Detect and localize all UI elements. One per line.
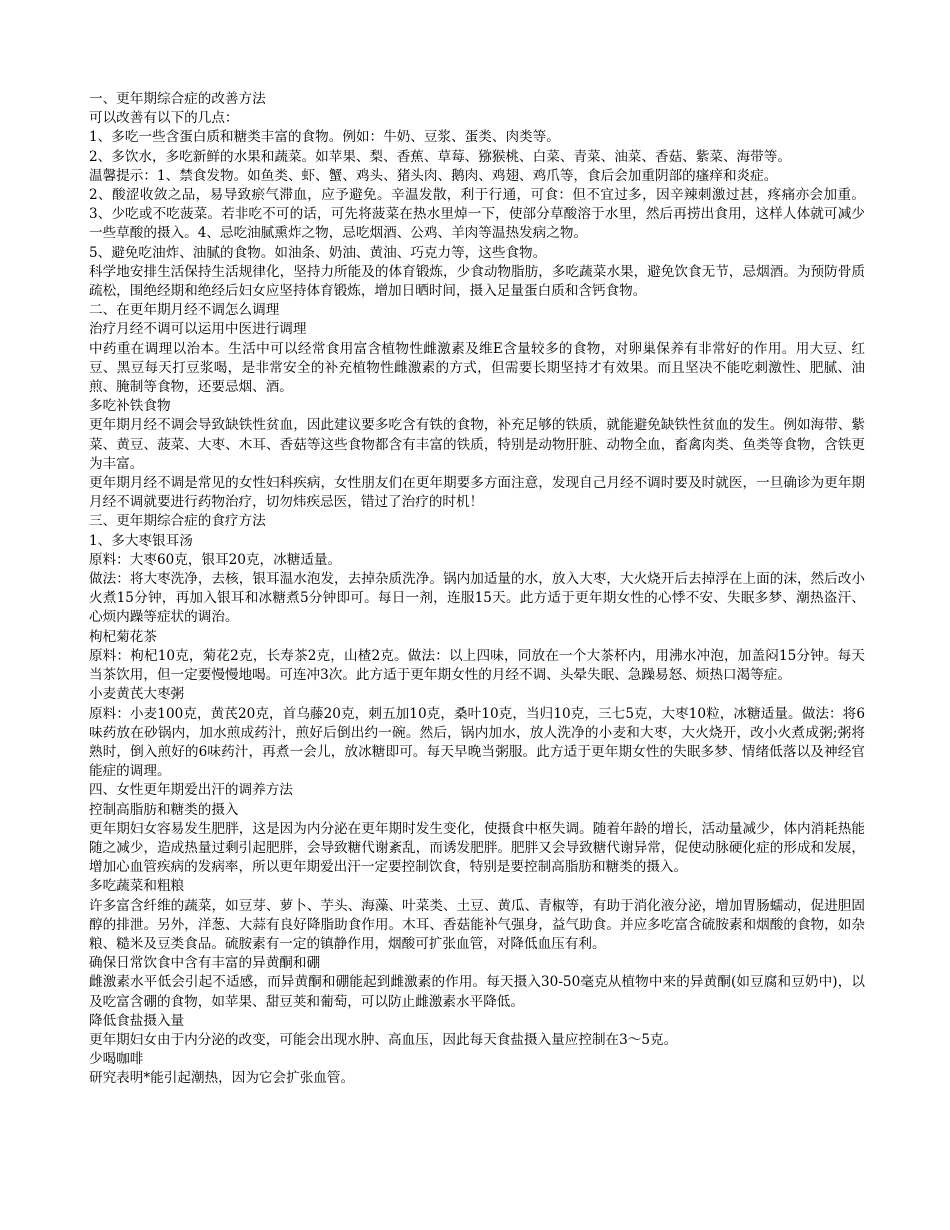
paragraph: 更年期月经不调会导致缺铁性贫血，因此建议要多吃含有铁的食物，补充足够的铁质，就能避免缺铁性贫血的发生。例如海带、紫菜、黄豆、菠菜、大枣、木耳、香菇等这些食物都含有丰富的铁质，特别是动物肝脏、动物全血，畜禽肉类、鱼类等食物，含铁更为丰富。 (89, 417, 865, 472)
paragraph: 原料：小麦100克，黄芪20克，首乌藤20克，刺五加10克，桑叶10克，当归10克，三七5克，大枣10粒，冰糖适量。做法：将6味药放在砂锅内，加水煎成药汁，煎好后倒出约一碗。然后，锅内加水，放人洗净的小麦和大枣，大火烧开，改小火煮成粥;粥将熟时，倒入煎好的6味药汁，再煮一会儿，放冰糖即可。每天早晚当粥服。此方适于更年期女性的失眠多梦、情绪低落以及神经官能症的调理。 (89, 705, 865, 780)
paragraph: 2、酸涩收敛之品，易导致瘀气滞血，应予避免。辛温发散，利于行通，可食：但不宜过多，因辛辣刺激过甚，疼痛亦会加重。3、少吃或不吃菠菜。若非吃不可的话，可先将菠菜在热水里焯一下，使部分草酸溶于水里，然后再捞出食用，这样人体就可减少一些草酸的摄入。4、忌吃油腻熏炸之物，忌吃烟酒、公鸡、羊肉等温热发病之物。 (89, 187, 865, 242)
paragraph: 原料：大枣60克，银耳20克，冰糖适量。 (89, 551, 342, 568)
paragraph: 许多富含纤维的蔬菜，如豆芽、萝卜、芋头、海藻、叶菜类、土豆、黄瓜、青椒等，有助于消化液分泌，增加胃肠蠕动，促进胆固醇的排泄。另外，洋葱、大蒜有良好降脂助食作用。木耳、香菇能补气强身，益气助食。并应多吃富含硫胺素和烟酸的食物，如杂粮、糙米及豆类食品。硫胺素有一定的镇静作用，烟酸可扩张血管，对降低血压有利。 (89, 897, 865, 952)
paragraph: 2、多饮水，多吃新鲜的水果和蔬菜。如苹果、梨、香蕉、草莓、猕猴桃、白菜、青菜、油菜、香菇、紫菜、海带等。 (89, 148, 791, 165)
subheading: 多吃补铁食物 (89, 398, 171, 415)
section-heading-improvement: 一、更年期综合症的改善方法 (89, 91, 266, 107)
paragraph: 中药重在调理以治本。生活中可以经常食用富含植物性雌激素及维E含量较多的食物，对卵巢保养有非常好的作用。用大豆、红豆、黑豆每天打豆浆喝，是非常安全的补充植物性雌激素的方式，但需要长期坚持才有效果。而且坚决不能吃刺激性、肥腻、油煎、腌制等食物，还要忌烟、酒。 (89, 340, 865, 396)
section-heading-sweating: 四、女性更年期爱出汗的调养方法 (89, 782, 293, 799)
subheading: 1、多大枣银耳汤 (89, 532, 193, 549)
subheading: 枸杞菊花茶 (89, 628, 157, 645)
paragraph: 1、多吃一些含蛋白质和糖类丰富的食物。例如：牛奶、豆浆、蛋类、肉类等。 (89, 129, 560, 146)
section-heading-menstruation: 二、在更年期月经不调怎么调理 (89, 302, 280, 319)
subheading: 控制高脂肪和糖类的摄入 (89, 801, 239, 818)
paragraph: 原料：枸杞10克，菊花2克，长寿茶2克，山楂2克。做法：以上四味，同放在一个大茶杯内，用沸水冲泡，加盖闷15分钟。每天当茶饮用，但一定要慢慢地喝。可连冲3次。此方适于更年期女性的月经不调、头晕失眠、急躁易怒、烦热口渴等症。 (89, 647, 865, 684)
paragraph: 可以改善有以下的几点： (89, 110, 239, 127)
paragraph: 科学地安排生活保持生活规律化，坚持力所能及的体育锻炼，少食动物脂肪，多吃蔬菜水果，避免饮食无节，忌烟酒。为预防骨质疏松，围绝经期和绝经后妇女应坚持体育锻炼，增加日晒时间，摄入足量蛋白质和含钙食物。 (89, 263, 865, 300)
section-heading-diet-therapy: 三、更年期综合症的食疗方法 (89, 513, 266, 530)
paragraph: 更年期妇女由于内分泌的改变，可能会出现水肿、高血压，因此每天食盐摄入量应控制在3～5克。 (89, 1031, 678, 1048)
subheading: 治疗月经不调可以运用中医进行调理 (89, 321, 307, 338)
document-body (89, 90, 865, 1089)
paragraph: 做法：将大枣洗净，去核，银耳温水泡发，去掉杂质洗净。锅内加适量的水，放入大枣，大火烧开后去掉浮在上面的沫，然后改小火煮15分钟，再加入银耳和冰糖煮5分钟即可。每日一剂，连服15天。此方适于更年期女性的心悸不安、失眠多梦、潮热盗汗、心烦内躁等症状的调治。 (89, 571, 865, 626)
subheading: 小麦黄芪大枣粥 (89, 686, 185, 703)
subheading: 多吃蔬菜和粗粮 (89, 878, 185, 895)
paragraph: 更年期妇女容易发生肥胖，这是因为内分泌在更年期时发生变化，使摄食中枢失调。随着年龄的增长，活动量减少，体内消耗热能随之减少，造成热量过剩引起肥胖，会导致糖代谢紊乱，而诱发肥胖。肥胖又会导致糖代谢异常，促使动脉硬化症的形成和发展，增加心血管疾病的发病率，所以更年期爱出汗一定要控制饮食，特别是要控制高脂肪和糖类的摄入。 (89, 820, 865, 876)
paragraph: 雌激素水平低会引起不适感，而异黄酮和硼能起到雌激素的作用。每天摄入30-50毫克从植物中来的异黄酮(如豆腐和豆奶中)，以及吃富含硼的食物，如苹果、甜豆荚和葡萄，可以防止雌激素水平降低。 (89, 974, 865, 1010)
paragraph: 5、避免吃油炸、油腻的食物。如油条、奶油、黄油、巧克力等，这些食物。 (89, 244, 547, 261)
paragraph: 研究表明*能引起潮热，因为它会扩张血管。 (89, 1070, 355, 1087)
subheading: 确保日常饮食中含有丰富的异黄酮和硼 (89, 955, 321, 972)
paragraph: 更年期月经不调是常见的女性妇科疾病，女性朋友们在更年期要多方面注意，发现自己月经不调时要及时就医，一旦确诊为更年期月经不调就要进行药物治疗，切勿炜疾忌医，错过了治疗的时机！ (89, 475, 865, 511)
paragraph: 温馨提示：1、禁食发物。如鱼类、虾、蟹、鸡头、猪头肉、鹅肉、鸡翅、鸡爪等，食后会加重阴部的瘙痒和炎症。 (89, 167, 778, 184)
subheading: 少喝咖啡 (89, 1051, 144, 1068)
subheading: 降低食盐摄入量 (89, 1012, 185, 1029)
